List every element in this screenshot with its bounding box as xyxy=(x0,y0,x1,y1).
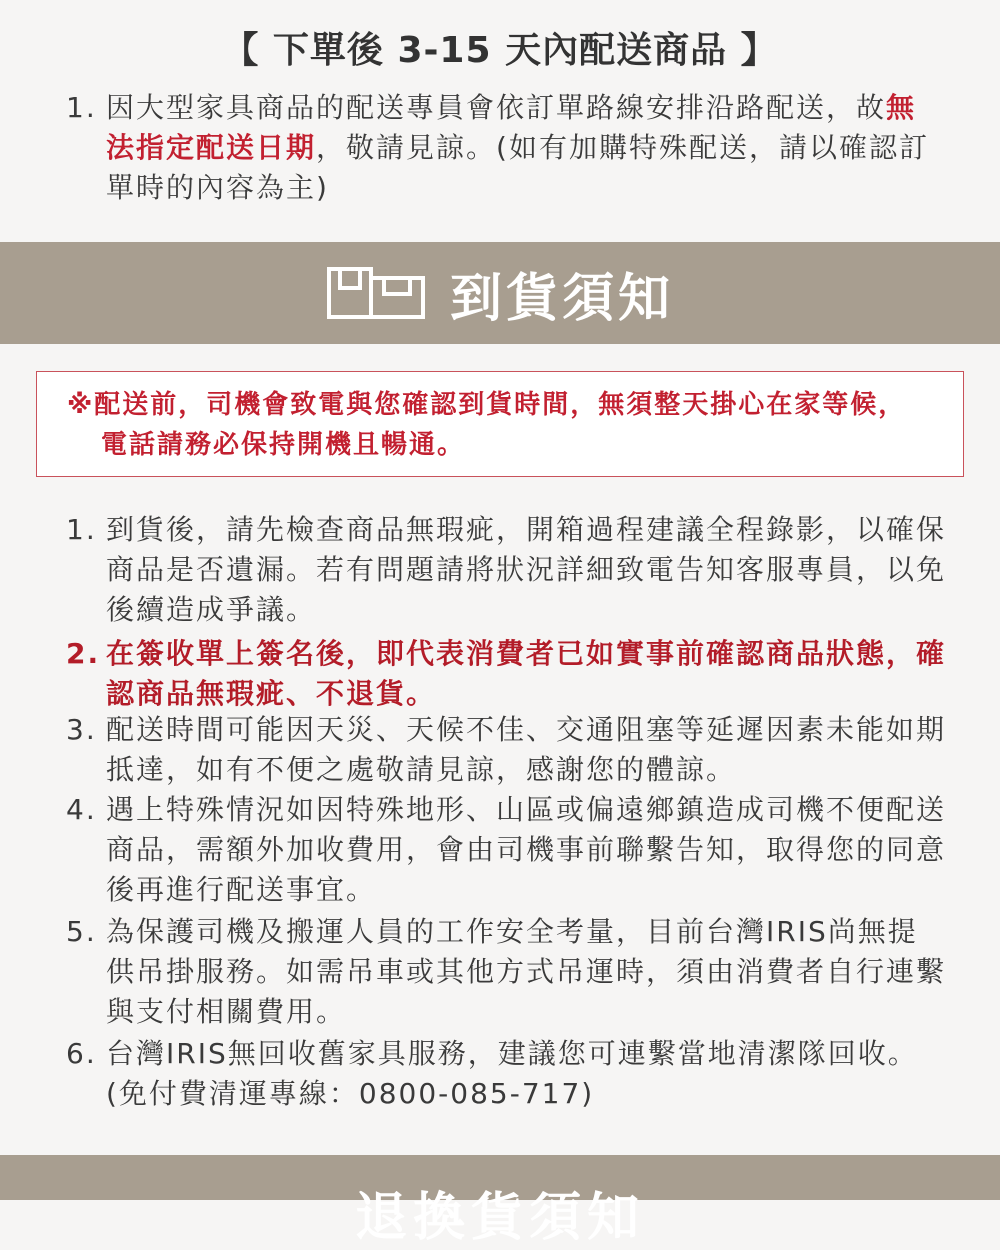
item-text: 台灣IRIS無回收舊家具服務，建議您可連繫當地清潔隊回收。(免付費清運專線：0800-085-717) xyxy=(106,1037,918,1110)
package-box-icon xyxy=(326,266,426,320)
notice-line-2: 電話請務必保持開機且暢通。 xyxy=(101,430,466,460)
return-section-title-text: 退換貨須知 xyxy=(354,1188,645,1248)
notice-line-1: ※配送前，司機會致電與您確認到貨時間，無須整天掛心在家等候， xyxy=(67,390,907,420)
item-text-highlight: 無法指定配送日期 xyxy=(106,91,917,164)
item-number: 4. xyxy=(66,793,97,826)
item-text: 到貨後，請先檢查商品無瑕疵，開箱過程建議全程錄影，以確保商品是否遺漏。若有問題請將狀況詳細致電告知客服專員，以免後續造成爭議。 xyxy=(106,513,947,626)
notice-box xyxy=(36,371,964,477)
arrival-item xyxy=(66,912,946,1032)
item-number: 2. xyxy=(66,637,101,670)
arrival-section-title: 到貨須知 xyxy=(449,268,674,329)
item-text-after: ，敬請見諒。(如有加購特殊配送，請以確認訂單時的內容為主) xyxy=(106,131,929,204)
item-number: 6. xyxy=(66,1037,97,1070)
arrival-item-emphasis xyxy=(66,634,946,714)
item-text xyxy=(66,88,946,208)
arrival-item xyxy=(66,790,946,910)
item-number: 1. xyxy=(66,91,97,124)
notice-text xyxy=(67,385,947,465)
item-text: 在簽收單上簽名後，即代表消費者已如實事前確認商品狀態，確認商品無瑕疵、不退貨。 xyxy=(106,637,947,710)
item-text: 為保護司機及搬運人員的工作安全考量，目前台灣IRIS尚無提供吊掛服務。如需吊車或其他方式吊運時，須由消費者自行連繫與支付相關費用。 xyxy=(106,915,947,1028)
arrival-section-header xyxy=(0,242,1000,344)
arrival-item xyxy=(66,710,946,790)
item-text: 配送時間可能因天災、天候不佳、交通阻塞等延遲因素未能如期抵達，如有不便之處敬請見諒，感謝您的體諒。 xyxy=(106,713,947,786)
item-text-before: 因大型家具商品的配送專員會依訂單路線安排沿路配送，故 xyxy=(106,91,887,124)
return-section-title xyxy=(0,1175,1000,1250)
arrival-item xyxy=(66,510,946,630)
item-number: 5. xyxy=(66,915,97,948)
arrival-item xyxy=(66,1034,946,1114)
page-title: 【 下單後 3-15 天內配送商品 】 xyxy=(222,30,778,71)
delivery-note-item xyxy=(66,88,946,208)
item-number: 3. xyxy=(66,713,97,746)
item-number: 1. xyxy=(66,513,97,546)
return-section-header xyxy=(0,1155,1000,1248)
item-text: 遇上特殊情況如因特殊地形、山區或偏遠鄉鎮造成司機不便配送商品，需額外加收費用，會由司機事前聯繫告知，取得您的同意後再進行配送事宜。 xyxy=(106,793,947,906)
